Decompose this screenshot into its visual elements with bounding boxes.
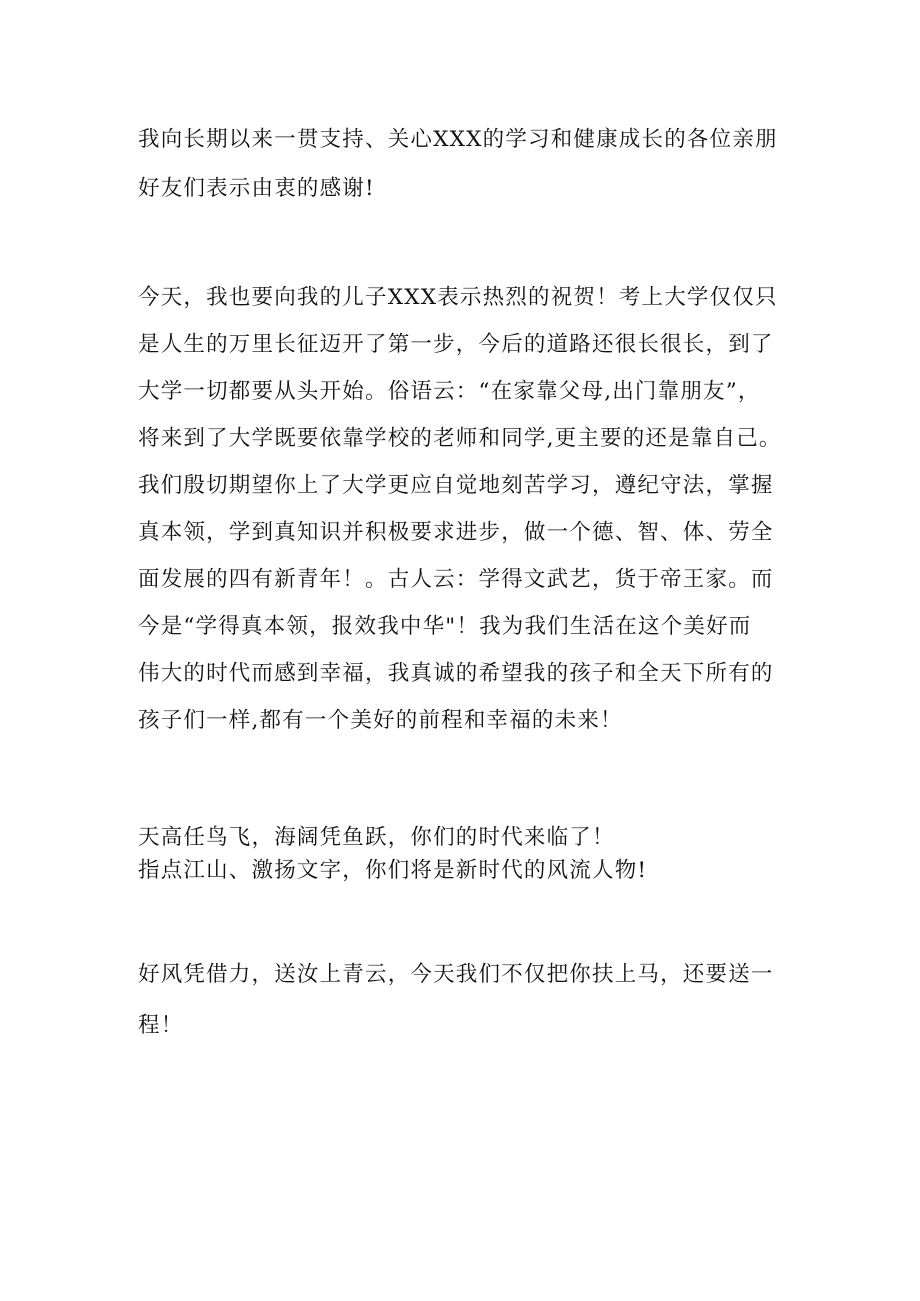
paragraph-3-line-2: 指点江山、激扬文字，你们将是新时代的风流人物! [138,858,648,883]
paragraph-2-line-3: 大学一切都要从头开始。俗语云：“在家靠父母,出门靠朋友”， [138,379,761,404]
paragraph-1-line-2: 好友们表示由衷的感谢! [138,176,375,201]
paragraph-2-line-4: 将来到了大学既要依靠学校的老师和同学,更主要的还是靠自己。 [138,426,782,451]
paragraph-2-line-6: 真本领，学到真知识并积极要求进步，做一个德、智、体、劳全 [138,520,774,545]
paragraph-2-line-1: 今天，我也要向我的儿子XXX表示热烈的祝贺！考上大学仅仅只 [138,285,778,310]
paragraph-2-line-2: 是人生的万里长征迈开了第一步，今后的道路还很长很长，到了 [138,332,774,357]
paragraph-2-line-7: 面发展的四有新青年！。古人云：学得文武艺，货于帝王家。而 [138,567,774,592]
paragraph-4-line-1: 好风凭借力，送汝上青云，今天我们不仅把你扶上马，还要送一 [138,962,774,987]
paragraph-4-line-2: 程！ [138,1013,184,1038]
paragraph-3-line-1: 天高任鸟飞，海阔凭鱼跃，你们的时代来临了！ [138,825,615,850]
paragraph-2-line-5: 我们殷切期望你上了大学更应自觉地刻苦学习，遵纪守法，掌握 [138,473,774,498]
paragraph-2-line-10: 孩子们一样,都有一个美好的前程和幸福的未来！ [138,708,623,733]
paragraph-2-line-8: 今是“学得真本领，报效我中华"！我为我们生活在这个美好而 [138,614,752,639]
paragraph-2-line-9: 伟大的时代而感到幸福，我真诚的希望我的孩子和全天下所有的 [138,661,774,686]
paragraph-1-line-1: 我向长期以来一贯支持、关心XXX的学习和健康成长的各位亲朋 [138,127,778,152]
